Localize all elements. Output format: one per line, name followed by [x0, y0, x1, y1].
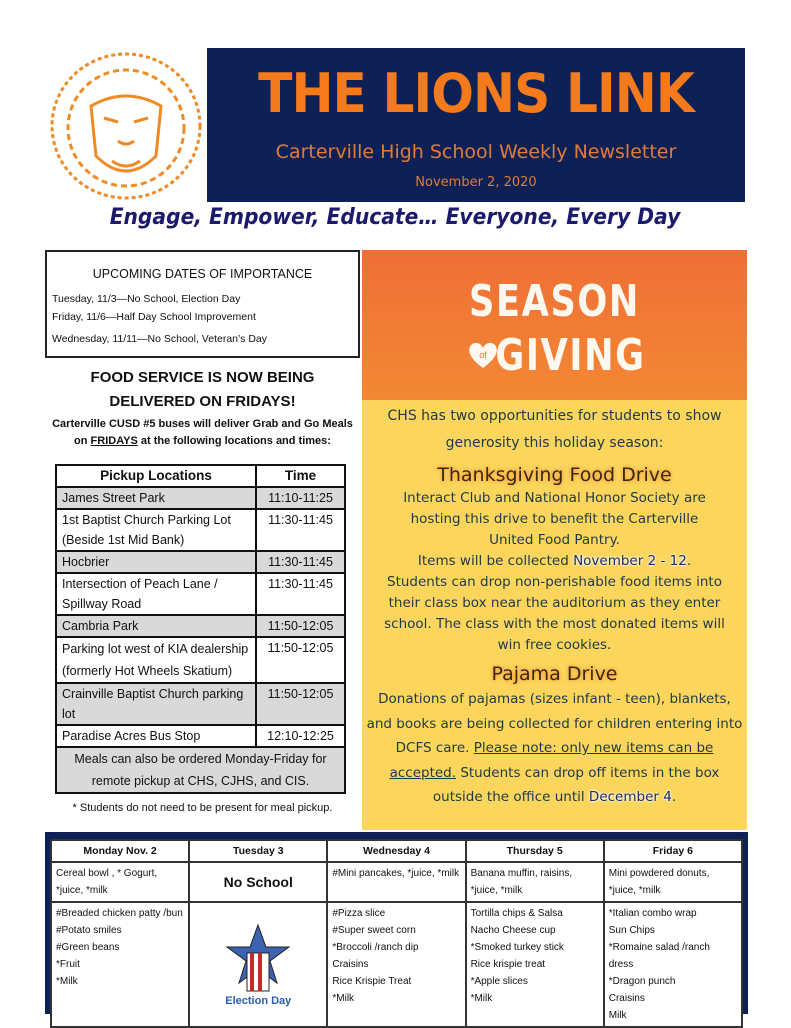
table-row: James Street Park 11:10-11:25: [56, 487, 345, 509]
lunch-cell-election: [189, 902, 327, 1027]
menu-item: *Broccoli /ranch dip: [332, 942, 419, 953]
menu-item: *Milk: [56, 976, 78, 987]
date-item: Tuesday, 11/3—No School, Election Day: [52, 293, 241, 305]
table-row: Parking lot west of KIA dealership (formerly Hot Wheels Skatium) 11:50-12:05: [56, 637, 345, 683]
banner-title-bottom: GIVING: [495, 330, 646, 381]
food-heading: DELIVERED ON FRIDAYS!: [109, 393, 296, 410]
menu-item: Tortilla chips & Salsa: [470, 908, 563, 919]
food-subtext: on FRIDAYS at the following locations and times:: [74, 435, 331, 447]
menu-item: *Fruit: [56, 959, 80, 970]
drive-text: Items will be collected November 2 - 12.: [417, 553, 692, 569]
column-header: Pickup Locations: [56, 465, 256, 487]
day-header: Thursday 5: [466, 840, 604, 862]
menu-item: #Green beans: [56, 942, 120, 953]
table-row: Intersection of Peach Lane / Spillway Road 11:30-11:45: [56, 573, 345, 615]
breakfast-cell: Mini powdered donuts, *juice, *milk: [604, 862, 742, 902]
breakfast-cell: Banana muffin, raisins, *juice, *milk: [466, 862, 604, 902]
season-of-giving-banner: [362, 250, 747, 400]
drive-text: Students can drop non-perishable food items into their class box near the auditorium as they enter school. The class with the most donated items will win free cookies.: [384, 574, 725, 653]
column-header: Time: [256, 465, 345, 487]
day-header: Friday 6: [604, 840, 742, 862]
newsletter-title: THE LIONS LINK: [258, 62, 694, 125]
banner-title-top: SEASON: [469, 276, 640, 327]
svg-text:of: of: [479, 350, 487, 360]
menu-table: [50, 839, 743, 1028]
giving-intro: CHS has two opportunities for students to show generosity this holiday season:: [387, 408, 722, 451]
menu-item: #Super sweet corn: [332, 925, 416, 936]
table-row: Crainville Baptist Church parking lot 11:50-12:05: [56, 683, 345, 725]
table-row: Cambria Park 11:50-12:05: [56, 615, 345, 637]
issue-date: November 2, 2020: [415, 175, 537, 190]
drive-title: Pajama Drive: [491, 663, 618, 685]
menu-item: Milk: [608, 1010, 627, 1021]
breakfast-cell: #Mini pancakes, *juice, *milk: [327, 862, 465, 902]
breakfast-cell: No School: [189, 862, 327, 902]
menu-item: Rice krispie treat: [470, 959, 546, 970]
menu-item: #Pizza slice: [332, 908, 386, 919]
menu-item: Nacho Cheese cup: [470, 925, 556, 936]
drive-text: Donations of pajamas (sizes infant - teen), blankets, and books are being collected for children entering into DCFS care. Please note: only new items can be accepted. Students can drop off items in the box outside the office until December 4.: [366, 691, 743, 805]
meal-pickup-note: * Students do not need to be present for meal pickup.: [72, 802, 333, 814]
table-row: Paradise Acres Bus Stop 12:10-12:25: [56, 725, 345, 747]
weekly-menu: [45, 832, 748, 1021]
lunch-cell: [51, 902, 189, 1027]
table-row: 1st Baptist Church Parking Lot (Beside 1st Mid Bank) 11:30-11:45: [56, 509, 345, 551]
lunch-cell: [327, 902, 465, 1027]
menu-item: *Smoked turkey stick: [470, 942, 564, 953]
pickup-table: [55, 464, 346, 794]
motto: Engage, Empower, Educate… Everyone, Every Day: [109, 205, 681, 230]
menu-item: Sun Chips: [608, 925, 655, 936]
upcoming-dates-box: [45, 250, 360, 358]
giving-details-panel: [362, 400, 747, 830]
menu-item: Rice Krispie Treat: [332, 976, 412, 987]
menu-item: #Potato smiles: [56, 925, 122, 936]
day-header: Monday Nov. 2: [51, 840, 189, 862]
election-star-icon: [223, 923, 293, 993]
food-service-section: [45, 366, 360, 450]
date-item: Friday, 11/6—Half Day School Improvement: [52, 311, 256, 323]
election-day-label: Election Day: [225, 995, 292, 1007]
table-row: Hocbrier 11:30-11:45: [56, 551, 345, 573]
day-header: Tuesday 3: [189, 840, 327, 862]
lion-logo: [46, 46, 206, 202]
lunch-cell: [604, 902, 742, 1027]
table-footer-row: Meals can also be ordered Monday-Friday for remote pickup at CHS, CJHS, and CIS.: [56, 747, 345, 793]
menu-item: *Romaine salad /ranch dress: [608, 942, 710, 970]
lunch-cell: [466, 902, 604, 1027]
drive-text: Interact Club and National Honor Society are hosting this drive to benefit the Carterville United Food Pantry.: [403, 490, 706, 548]
food-subtext: Carterville CUSD #5 buses will deliver Grab and Go Meals: [52, 418, 353, 430]
day-header: Wednesday 4: [327, 840, 465, 862]
menu-item: Craisins: [608, 993, 645, 1004]
food-heading: FOOD SERVICE IS NOW BEING: [90, 369, 315, 386]
breakfast-cell: Cereal bowl , * Gogurt, *juice, *milk: [51, 862, 189, 902]
drive-title: Thanksgiving Food Drive: [437, 464, 672, 486]
menu-item: *Apple slices: [470, 976, 528, 987]
newsletter-subtitle: Carterville High School Weekly Newsletter: [275, 141, 677, 163]
menu-item: *Italian combo wrap: [608, 908, 697, 919]
menu-item: #Breaded chicken patty /bun: [56, 908, 183, 919]
menu-item: *Dragon punch: [608, 976, 676, 987]
menu-item: *Milk: [470, 993, 493, 1004]
date-item: Wednesday, 11/11—No School, Veteran’s Day: [52, 333, 267, 345]
upcoming-dates-title: UPCOMING DATES OF IMPORTANCE: [92, 267, 313, 281]
menu-item: Craisins: [332, 959, 369, 970]
masthead: [207, 48, 745, 202]
menu-item: *Milk: [332, 993, 355, 1004]
